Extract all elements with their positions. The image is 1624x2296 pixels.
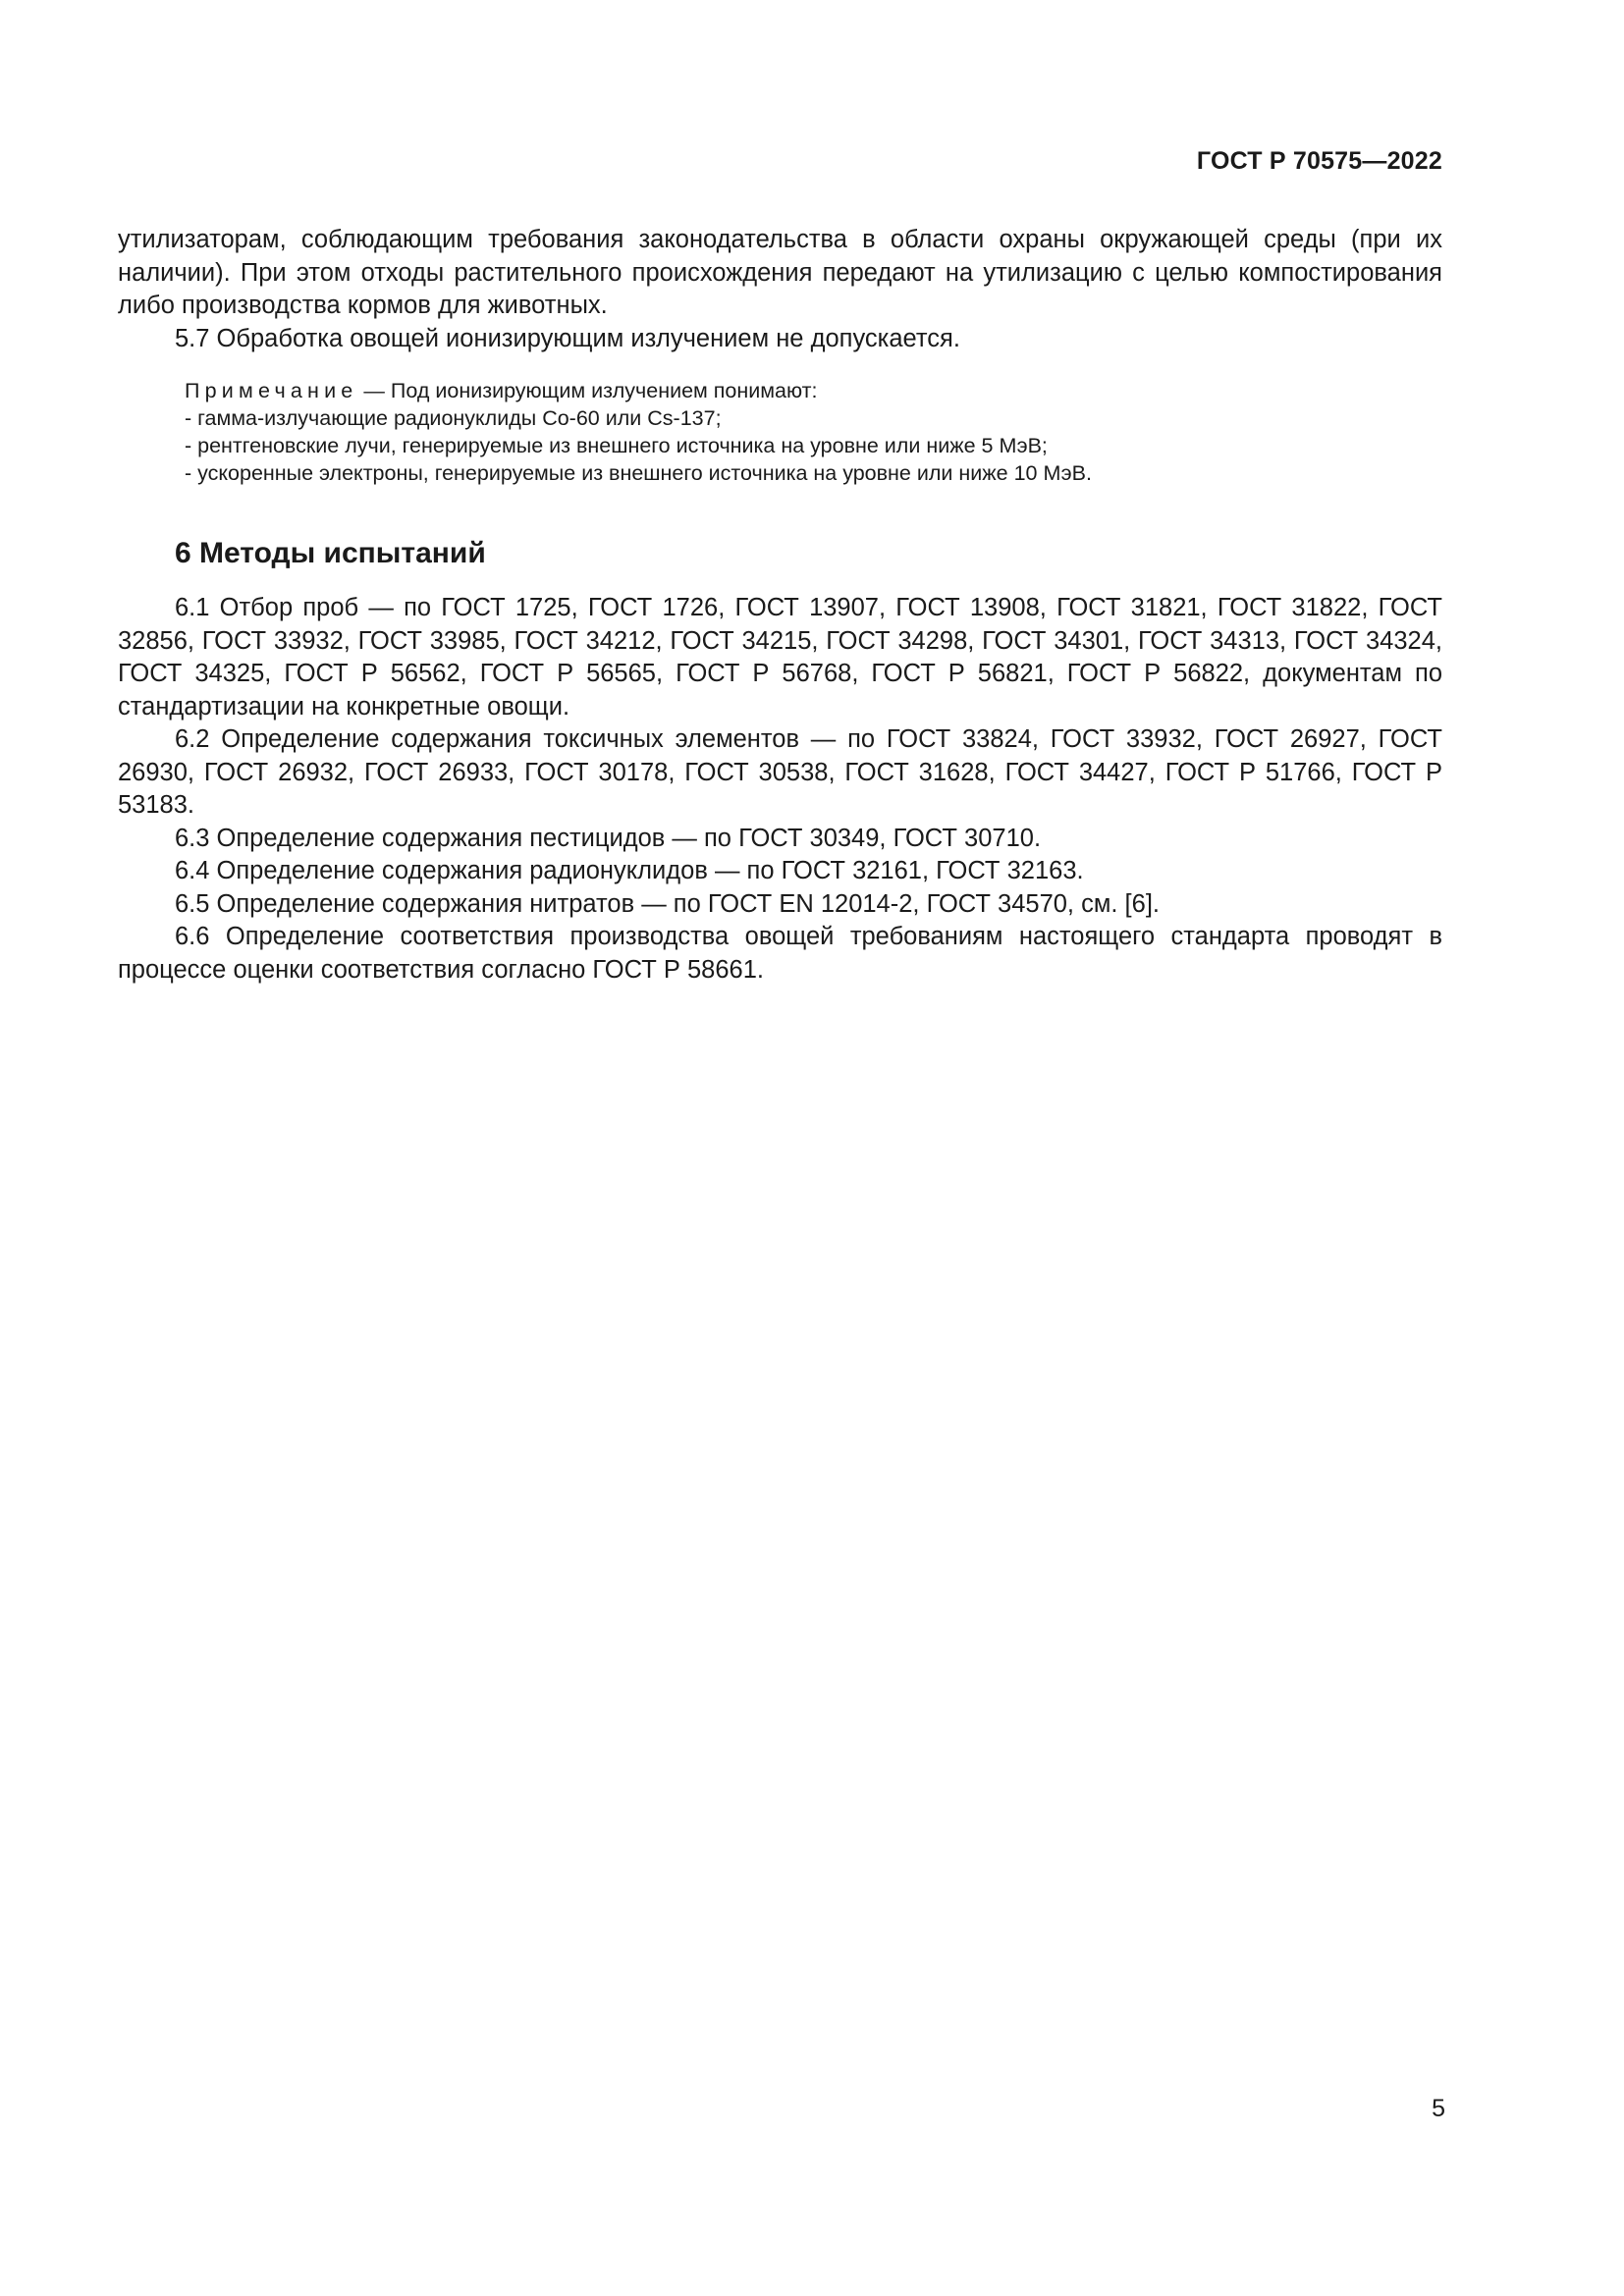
page-content bbox=[118, 224, 1442, 987]
clause-5-7: 5.7 Обработка овощей ионизирующим излучением не допускается. bbox=[175, 324, 960, 352]
document-id-header: ГОСТ Р 70575—2022 bbox=[1196, 147, 1442, 175]
note-label: Примечание bbox=[185, 379, 358, 402]
clause-6-4: 6.4 Определение содержания радионуклидов — по ГОСТ 32161, ГОСТ 32163. bbox=[175, 857, 1084, 884]
continuation-paragraph: утилизаторам, соблюдающим требования законодательства в области охраны окружающей среды (при их наличии). При этом отходы растительного происхождения передают на утилизацию с целью компостирования либо производства кормов для животных. bbox=[118, 226, 1442, 319]
note-heading bbox=[185, 377, 1442, 404]
clause-6-5: 6.5 Определение содержания нитратов — по ГОСТ EN 12014-2, ГОСТ 34570, см. [6]. bbox=[175, 889, 1160, 918]
note-item: - рентгеновские лучи, генерируемые из внешнего источника на уровне или ниже 5 МэВ; bbox=[185, 434, 1048, 457]
page-number: 5 bbox=[1432, 2095, 1445, 2122]
section-6-title: 6 Методы испытаний bbox=[175, 537, 486, 569]
clause-6-6: 6.6 Определение соответствия производства овощей требованиям настоящего стандарта проводят в процессе оценки соответствия согласно ГОСТ Р 58661. bbox=[118, 923, 1442, 984]
note-block bbox=[185, 377, 1442, 487]
clause-6-1: 6.1 Отбор проб — по ГОСТ 1725, ГОСТ 1726, ГОСТ 13907, ГОСТ 13908, ГОСТ 31821, ГОСТ 31822, ГОСТ 32856, ГОСТ 33932, ГОСТ 33985, ГОСТ 34212, ГОСТ 34215, ГОСТ 34298, ГОСТ 34301, ГОСТ 34313, ГОСТ 34324, ГОСТ 34325, ГОСТ Р 56562, ГОСТ Р 56565, ГОСТ Р 56768, ГОСТ Р 56821, ГОСТ Р 56822, документам по стандартизации на конкретные овощи. bbox=[118, 594, 1442, 721]
clause-6-2: 6.2 Определение содержания токсичных элементов — по ГОСТ 33824, ГОСТ 33932, ГОСТ 26927, ГОСТ 26930, ГОСТ 26932, ГОСТ 26933, ГОСТ 30178, ГОСТ 30538, ГОСТ 31628, ГОСТ 34427, ГОСТ Р 51766, ГОСТ Р 53183. bbox=[118, 725, 1442, 819]
note-item: - ускоренные электроны, генерируемые из внешнего источника на уровне или ниже 10 МэВ. bbox=[185, 461, 1092, 485]
note-intro: — Под ионизирующим излучением понимают: bbox=[357, 379, 818, 402]
clause-6-3: 6.3 Определение содержания пестицидов — по ГОСТ 30349, ГОСТ 30710. bbox=[175, 824, 1042, 852]
note-item: - гамма-излучающие радионуклиды Co-60 или Cs-137; bbox=[185, 406, 722, 430]
